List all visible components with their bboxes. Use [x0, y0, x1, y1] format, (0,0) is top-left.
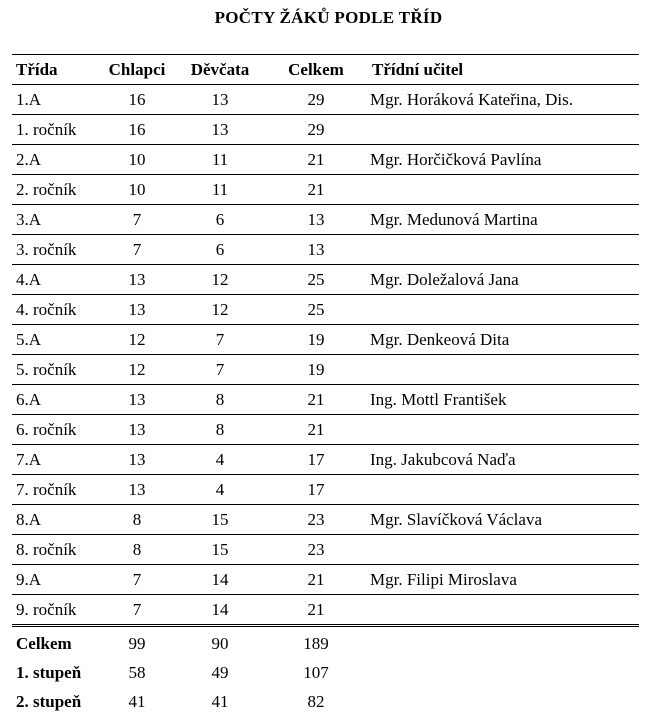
- cell-ucitel: Mgr. Filipi Miroslava: [364, 565, 639, 595]
- cell-chlapci: 16: [102, 85, 172, 115]
- cell-devcata: 14: [172, 565, 268, 595]
- total-celkem: 82: [307, 692, 325, 711]
- total-empty-cell: [364, 626, 639, 659]
- table-body: [12, 85, 639, 626]
- table-row: [12, 445, 639, 475]
- cell-trida: 1.A: [12, 85, 102, 115]
- cell-devcata: 12: [172, 265, 268, 295]
- cell-devcata: 4: [172, 475, 268, 505]
- cell-ucitel: [364, 235, 639, 265]
- cell-devcata: 11: [172, 145, 268, 175]
- total-label: 1. stupeň: [16, 663, 82, 682]
- cell-devcata: 8: [172, 385, 268, 415]
- table-row: [12, 235, 639, 265]
- total-empty-cell: [364, 658, 639, 687]
- total-devcata: 49: [211, 663, 229, 682]
- column-header-ucitel: Třídní učitel: [364, 55, 639, 85]
- cell-devcata: 6: [172, 235, 268, 265]
- cell-devcata: 15: [172, 505, 268, 535]
- table-row: [12, 115, 639, 145]
- table-row: [12, 355, 639, 385]
- column-header-chlapci: Chlapci: [102, 55, 172, 85]
- students-table: [12, 54, 639, 716]
- cell-ucitel: Ing. Jakubcová Naďa: [364, 445, 639, 475]
- cell-ucitel: [364, 415, 639, 445]
- cell-trida: 2.A: [12, 145, 102, 175]
- cell-trida: 9.A: [12, 565, 102, 595]
- cell-ucitel: [364, 175, 639, 205]
- cell-devcata: 15: [172, 535, 268, 565]
- cell-celkem: 13: [268, 205, 364, 235]
- cell-trida: 4.A: [12, 265, 102, 295]
- cell-trida: 7. ročník: [12, 475, 102, 505]
- cell-ucitel: [364, 595, 639, 626]
- cell-chlapci: 16: [102, 115, 172, 145]
- cell-chlapci: 8: [102, 505, 172, 535]
- totals-row: [12, 658, 639, 687]
- cell-trida: 1. ročník: [12, 115, 102, 145]
- table-header: [12, 55, 639, 85]
- table-row: [12, 385, 639, 415]
- cell-trida: 5. ročník: [12, 355, 102, 385]
- cell-celkem: 25: [268, 295, 364, 325]
- total-empty-cell: [364, 687, 639, 716]
- cell-trida: 4. ročník: [12, 295, 102, 325]
- cell-chlapci: 13: [102, 385, 172, 415]
- table-row: [12, 145, 639, 175]
- total-label: Celkem: [16, 634, 72, 653]
- cell-celkem: 21: [268, 415, 364, 445]
- cell-ucitel: Mgr. Horáková Kateřina, Dis.: [364, 85, 639, 115]
- cell-celkem: 19: [268, 325, 364, 355]
- cell-ucitel: [364, 535, 639, 565]
- cell-chlapci: 7: [102, 565, 172, 595]
- cell-chlapci: 13: [102, 265, 172, 295]
- cell-ucitel: [364, 115, 639, 145]
- table-row: [12, 415, 639, 445]
- cell-ucitel: Mgr. Horčičková Pavlína: [364, 145, 639, 175]
- cell-devcata: 14: [172, 595, 268, 626]
- total-chlapci: 58: [128, 663, 146, 682]
- table-row: [12, 475, 639, 505]
- cell-celkem: 21: [268, 565, 364, 595]
- cell-celkem: 21: [268, 595, 364, 626]
- totals-row: [12, 626, 639, 659]
- table-row: [12, 595, 639, 626]
- page-title: POČTY ŽÁKŮ PODLE TŘÍD: [214, 8, 443, 27]
- cell-chlapci: 13: [102, 475, 172, 505]
- cell-devcata: 8: [172, 415, 268, 445]
- cell-devcata: 13: [172, 115, 268, 145]
- column-header-devcata: Děvčata: [172, 55, 268, 85]
- cell-devcata: 12: [172, 295, 268, 325]
- cell-celkem: 19: [268, 355, 364, 385]
- total-chlapci: 41: [128, 692, 146, 711]
- cell-chlapci: 13: [102, 445, 172, 475]
- cell-chlapci: 8: [102, 535, 172, 565]
- cell-devcata: 13: [172, 85, 268, 115]
- cell-trida: 2. ročník: [12, 175, 102, 205]
- cell-chlapci: 10: [102, 145, 172, 175]
- table-row: [12, 295, 639, 325]
- cell-devcata: 7: [172, 325, 268, 355]
- totals-row: [12, 687, 639, 716]
- table-row: [12, 325, 639, 355]
- column-header-celkem: Celkem: [268, 55, 364, 85]
- cell-trida: 8.A: [12, 505, 102, 535]
- cell-trida: 9. ročník: [12, 595, 102, 626]
- total-label: 2. stupeň: [16, 692, 82, 711]
- table-row: [12, 265, 639, 295]
- cell-celkem: 21: [268, 175, 364, 205]
- cell-trida: 8. ročník: [12, 535, 102, 565]
- cell-celkem: 13: [268, 235, 364, 265]
- table-row: [12, 505, 639, 535]
- total-devcata: 90: [211, 634, 229, 653]
- table-row: [12, 85, 639, 115]
- cell-celkem: 23: [268, 535, 364, 565]
- cell-celkem: 29: [268, 85, 364, 115]
- cell-celkem: 23: [268, 505, 364, 535]
- table-row: [12, 205, 639, 235]
- cell-celkem: 17: [268, 445, 364, 475]
- cell-devcata: 4: [172, 445, 268, 475]
- cell-trida: 6.A: [12, 385, 102, 415]
- cell-chlapci: 7: [102, 595, 172, 626]
- cell-ucitel: [364, 475, 639, 505]
- column-header-trida: Třída: [12, 55, 102, 85]
- cell-devcata: 11: [172, 175, 268, 205]
- total-celkem: 107: [303, 663, 329, 682]
- cell-trida: 5.A: [12, 325, 102, 355]
- cell-trida: 7.A: [12, 445, 102, 475]
- cell-ucitel: Mgr. Denkeová Dita: [364, 325, 639, 355]
- totals-section: [12, 626, 639, 717]
- cell-chlapci: 13: [102, 295, 172, 325]
- cell-celkem: 21: [268, 385, 364, 415]
- cell-ucitel: Mgr. Medunová Martina: [364, 205, 639, 235]
- cell-trida: 3. ročník: [12, 235, 102, 265]
- cell-ucitel: [364, 295, 639, 325]
- cell-chlapci: 10: [102, 175, 172, 205]
- cell-chlapci: 7: [102, 205, 172, 235]
- total-devcata: 41: [211, 692, 229, 711]
- cell-celkem: 25: [268, 265, 364, 295]
- total-chlapci: 99: [128, 634, 146, 653]
- cell-chlapci: 7: [102, 235, 172, 265]
- total-celkem: 189: [303, 634, 329, 653]
- table-row: [12, 565, 639, 595]
- cell-ucitel: Ing. Mottl František: [364, 385, 639, 415]
- cell-trida: 6. ročník: [12, 415, 102, 445]
- table-row: [12, 535, 639, 565]
- cell-ucitel: [364, 355, 639, 385]
- cell-devcata: 6: [172, 205, 268, 235]
- header-row: [12, 55, 639, 85]
- table-row: [12, 175, 639, 205]
- cell-chlapci: 12: [102, 355, 172, 385]
- cell-ucitel: Mgr. Slavíčková Václava: [364, 505, 639, 535]
- cell-devcata: 7: [172, 355, 268, 385]
- cell-celkem: 17: [268, 475, 364, 505]
- cell-chlapci: 12: [102, 325, 172, 355]
- cell-celkem: 29: [268, 115, 364, 145]
- cell-chlapci: 13: [102, 415, 172, 445]
- cell-trida: 3.A: [12, 205, 102, 235]
- cell-ucitel: Mgr. Doležalová Jana: [364, 265, 639, 295]
- cell-celkem: 21: [268, 145, 364, 175]
